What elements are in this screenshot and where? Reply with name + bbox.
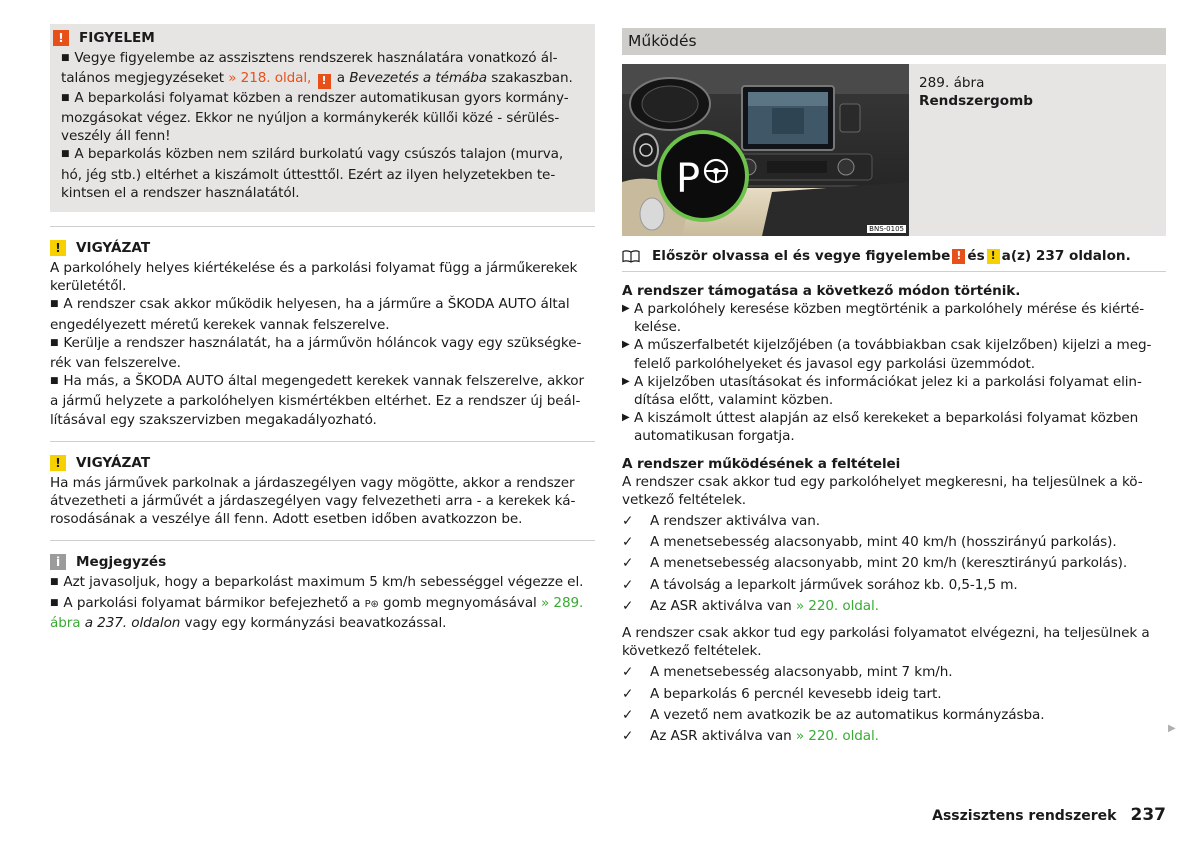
- figyelem-item: ■ A beparkolás közben nem szilárd burkolatú vagy csúszós talajon (murva, hó, jég stb.) eltérhet a kiszámolt úttesttől. Ezért az ilyen helyzetekben te- kintsen el a rendszer használatától.: [61, 145, 577, 202]
- read-first-note: Először olvassa el és vegye figyelembe ! és ! a(z) 237 oldalon.: [622, 247, 1166, 265]
- vigyazat-text: Ha más járművek parkolnak a járdaszegélyen vagy mögötte, akkor a rendszer átvezetheti a járművét a járdaszegélyen vagy felvezetheti arra - a kerekek ká- rosodásának a veszélye áll fenn. Adott esetben időben avatkozzon be.: [50, 474, 576, 528]
- caution-icon: !: [987, 249, 1000, 264]
- danger-icon: !: [53, 30, 69, 46]
- support-item: ▶ A műszerfalbetét kijelzőjében (a továbbiakban csak kijelzőben) kijelzi a meg- felelő parkolóhelyeket és javasol egy parkolási üzemmódot.: [622, 337, 1152, 372]
- figure-caption: [909, 64, 1033, 236]
- vigyazat-heading: [50, 239, 595, 257]
- support-heading: A rendszer támogatása a következő módon történik.: [622, 283, 1021, 299]
- dashboard-illustration: [622, 64, 909, 236]
- vigyazat-title: VIGYÁZAT: [76, 240, 151, 257]
- condition-item: ✓ A vezető nem avatkozik be az automatikus kormányzásba.: [622, 706, 1045, 723]
- condition-item: ✓ Az ASR aktiválva van » 220. oldal.: [622, 597, 879, 614]
- caution-icon: !: [50, 455, 66, 471]
- triangle-icon: ▶: [622, 412, 630, 424]
- vigyazat-item: ■ Kerülje a rendszer használatát, ha a járművön hóláncok vagy egy szükségke- rék van felszerelve.: [50, 334, 595, 372]
- figure-link[interactable]: » 289.: [540, 594, 584, 611]
- figyelem-title: FIGYELEM: [79, 30, 155, 46]
- page-link[interactable]: » 218. oldal,: [228, 70, 312, 87]
- triangle-icon: ▶: [622, 375, 630, 387]
- condition-item: ✓ A menetsebesség alacsonyabb, mint 20 km/h (keresztirányú parkolás).: [622, 555, 1128, 572]
- check-icon: ✓: [622, 513, 634, 530]
- right-column: [622, 28, 1166, 745]
- page-footer: [932, 805, 1166, 825]
- check-icon: ✓: [622, 685, 634, 702]
- section-title: Működés: [622, 28, 1166, 55]
- megjegyzes-heading: [50, 553, 595, 571]
- park-button-letter: P: [676, 156, 701, 202]
- figure-image: [622, 64, 909, 236]
- park-assist-icon: P⊛: [364, 598, 379, 610]
- danger-icon: !: [318, 74, 331, 89]
- support-item: ▶ A kiszámolt úttest alapján az első kerekeket a beparkolási folyamat közben automatikusan forgatja.: [622, 410, 1139, 445]
- check-icon: ✓: [622, 706, 634, 723]
- figure-link[interactable]: ábra: [50, 614, 81, 631]
- megjegyzes-section: [50, 534, 595, 638]
- next-page-arrow-icon: ▶: [1168, 723, 1176, 734]
- info-icon: i: [50, 554, 66, 570]
- page-link[interactable]: » 220. oldal.: [795, 728, 879, 745]
- support-item: ▶ A parkolóhely keresése közben megtörténik a parkolóhely mérése és kiérté- kelése.: [622, 301, 1145, 336]
- vigyazat-item: ■ A rendszer csak akkor működik helyesen, ha a járműre a ŠKODA AUTO által engedélyezett méretű kerekek vannak felszerelve.: [50, 295, 595, 333]
- figyelem-box: [50, 24, 595, 212]
- page-link[interactable]: » 220. oldal.: [795, 597, 879, 614]
- triangle-icon: ▶: [622, 303, 630, 314]
- triangle-icon: ▶: [622, 339, 630, 351]
- vigyazat-section-1: [50, 212, 595, 435]
- conditions-intro: A rendszer csak akkor tud egy parkolóhelyet megkeresni, ha teljesülnek a kö- vetkező feltételek.: [622, 473, 1143, 508]
- check-icon: ✓: [622, 555, 634, 572]
- page-number: 237: [1130, 805, 1166, 825]
- condition-item: ✓ A rendszer aktiválva van.: [622, 513, 820, 530]
- danger-icon: !: [952, 249, 965, 264]
- megjegyzes-item: ■ A parkolási folyamat bármikor befejezhető a P⊛ gomb megnyomásával » 289. ábra a 237. oldalon vagy egy kormányzási beavatkozással.: [50, 594, 595, 632]
- check-icon: ✓: [622, 597, 634, 614]
- figure-box: [622, 64, 1166, 236]
- figure-code: BNS-0105: [869, 225, 904, 233]
- caution-icon: !: [50, 240, 66, 256]
- check-icon: ✓: [622, 728, 634, 745]
- condition-item: ✓ Az ASR aktiválva van » 220. oldal.: [622, 728, 879, 745]
- megjegyzes-title: Megjegyzés: [76, 554, 167, 571]
- condition-item: ✓ A menetsebesség alacsonyabb, mint 40 km/h (hosszirányú parkolás).: [622, 534, 1117, 551]
- figyelem-item: ■ Vegye figyelembe az asszisztens rendszerek használatára vonatkozó ál- talános megjegyzéseket » 218. oldal, ! a Bevezetés a témába szakaszban.: [61, 49, 577, 89]
- check-icon: ✓: [622, 664, 634, 681]
- footer-section: Asszisztens rendszerek: [932, 808, 1117, 824]
- condition-item: ✓ A menetsebesség alacsonyabb, mint 7 km/h.: [622, 664, 953, 681]
- figyelem-heading: [53, 29, 577, 47]
- condition-item: ✓ A beparkolás 6 percnél kevesebb ideig tart.: [622, 685, 942, 702]
- figyelem-item: ■ A beparkolási folyamat közben a rendszer automatikusan gyors kormány- mozgásokat végez. Ekkor ne nyúljon a kormánykerék küllői közé - sérülés- veszély áll fenn!: [61, 89, 577, 146]
- vigyazat-title: VIGYÁZAT: [76, 454, 151, 471]
- vigyazat-section-2: [50, 435, 595, 535]
- conditions2-intro: A rendszer csak akkor tud egy parkolási folyamatot elvégezni, ha teljesülnek a következő feltételek.: [622, 625, 1150, 660]
- megjegyzes-item: ■ Azt javasoljuk, hogy a beparkolást maximum 5 km/h sebességgel végezze el.: [50, 573, 595, 593]
- support-item: ▶ A kijelzőben utasításokat és információkat jelez ki a parkolási folyamat elin- dítása előtt, valamint közben.: [622, 373, 1142, 409]
- check-icon: ✓: [622, 576, 634, 593]
- conditions-heading: A rendszer működésének a feltételei: [622, 455, 901, 472]
- vigyazat-item: ■ Ha más, a ŠKODA AUTO által megengedett kerekek vannak felszerelve, akkor a jármű helyzete a parkolóhelyen kismértékben eltérhet. Ez a rendszer új beál- lításával egy szakszervizben megakadályozható.: [50, 372, 595, 429]
- vigyazat-heading: [50, 454, 595, 472]
- check-icon: ✓: [622, 534, 634, 551]
- left-column: [50, 24, 595, 638]
- vigyazat-intro: A parkolóhely helyes kiértékelése és a parkolási folyamat függ a járműkerekek kerületétől.: [50, 260, 578, 295]
- book-icon: [622, 250, 640, 263]
- figure-number: 289. ábra: [919, 75, 985, 91]
- condition-item: ✓ A távolság a leparkolt járművek sorához kb. 0,5-1,5 m.: [622, 576, 1018, 593]
- figure-title: Rendszergomb: [919, 93, 1033, 109]
